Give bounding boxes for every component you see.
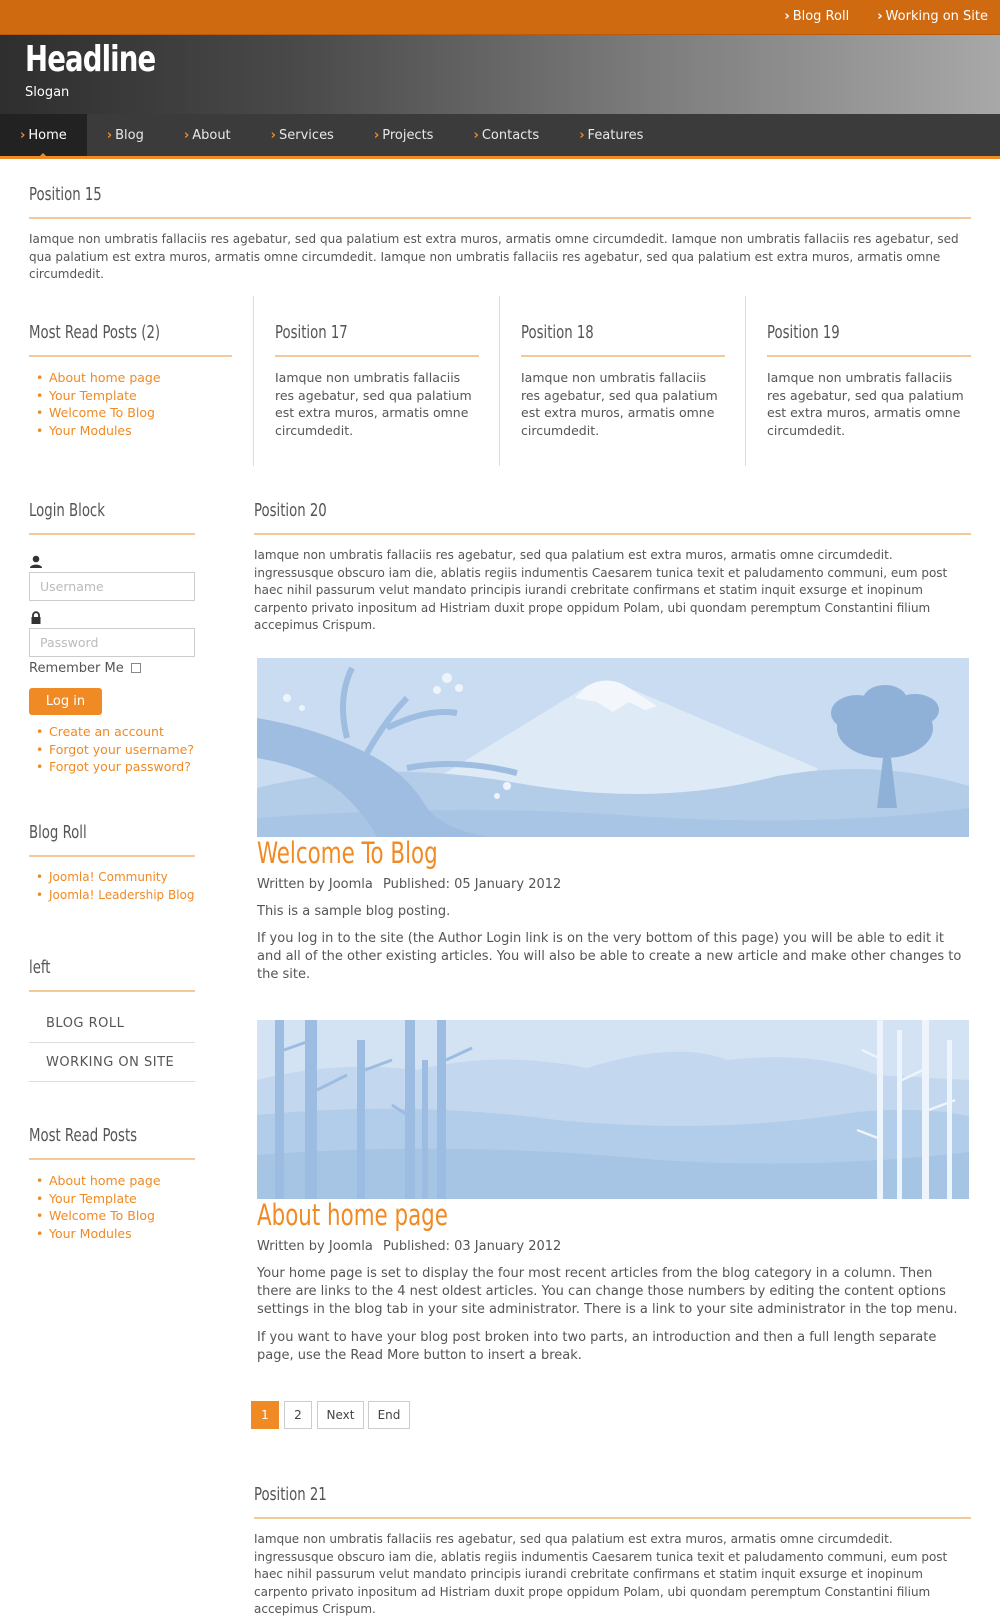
- module-title: Position 21: [254, 1484, 327, 1505]
- article-published-date: Published: 03 January 2012: [383, 1239, 562, 1254]
- blog-roll-list: [29, 869, 195, 904]
- nav-item-features[interactable]: › Features: [579, 127, 644, 143]
- blog-roll-module: [29, 822, 195, 904]
- module-title: Position 19: [767, 322, 840, 343]
- position-15-module: [29, 184, 971, 284]
- nav-item-projects[interactable]: › Projects: [373, 127, 434, 143]
- chevron-right-icon: ›: [579, 127, 585, 143]
- column-divider: [745, 296, 746, 466]
- article-body: If you want to have your blog post broken into two parts, an introduction and then a full length separate page, use the Read More button to insert a break.: [257, 1330, 937, 1363]
- list-item[interactable]: • Your Template: [29, 387, 232, 405]
- article-meta: [257, 877, 561, 892]
- login-button[interactable]: Log in: [29, 688, 102, 715]
- site-headline[interactable]: Headline: [25, 39, 156, 80]
- position-19-module: [767, 322, 971, 439]
- module-text: Iamque non umbratis fallaciis res agebatur, sed qua palatium est extra muros, armatis omne circumdedit. Iamque non umbratis fallaciis res agebatur, sed qua palatium est extra muros, armatis omne circumdedit. Iamque non umbratis fallaciis res agebatur, sed qua palatium est extra muros, armatis omne circumdedit.: [29, 232, 959, 281]
- list-item[interactable]: • Welcome To Blog: [29, 1207, 195, 1225]
- module-title: Position 18: [521, 322, 594, 343]
- article-author: Written by Joomla: [257, 1239, 373, 1254]
- module-title: left: [29, 957, 51, 978]
- article-image-blossom[interactable]: [257, 658, 969, 837]
- chevron-right-icon: ›: [877, 9, 883, 24]
- list-item[interactable]: • Joomla! Leadership Blog: [29, 887, 195, 905]
- top-links: [784, 9, 988, 24]
- list-item[interactable]: • Joomla! Community: [29, 869, 195, 887]
- site-slogan: Slogan: [25, 85, 70, 100]
- article-image-bamboo[interactable]: [257, 1020, 969, 1199]
- position-18-module: [521, 322, 725, 439]
- page-button-1[interactable]: 1: [251, 1401, 279, 1429]
- list-item[interactable]: • Your Template: [29, 1190, 195, 1208]
- divider: [29, 533, 195, 535]
- last-page-button[interactable]: End: [368, 1401, 410, 1429]
- chevron-right-icon: ›: [784, 9, 790, 24]
- position-17-module: [275, 322, 479, 439]
- divider: [521, 355, 725, 357]
- list-item[interactable]: • About home page: [29, 369, 232, 387]
- list-item[interactable]: • Your Modules: [29, 422, 232, 440]
- module-title: Most Read Posts: [29, 1125, 138, 1146]
- nav-item-home[interactable]: › Home: [0, 114, 87, 156]
- user-icon: [29, 555, 43, 569]
- menu-item-blog-roll[interactable]: BLOG ROLL: [29, 1005, 195, 1043]
- list-item[interactable]: • Your Modules: [29, 1225, 195, 1243]
- nav-item-contacts[interactable]: › Contacts: [473, 127, 540, 143]
- divider: [29, 1158, 195, 1160]
- next-page-button[interactable]: Next: [317, 1401, 364, 1429]
- position-21-module: [254, 1484, 971, 1616]
- module-text: Iamque non umbratis fallaciis res agebatur, sed qua palatium est extra muros, armatis omne circumdedit. ingressusque obscuro iam die, ablatis regiis indumentis Caesarem tunica texit et paludamento communi, eum post haec nihil passurum velut mandato principis iurandi crebritate confirmans et statim inquit exsurge et inopinum carpento privato inpositum ad Histriam duxit prope oppidum Polam, ubi quondam peremptum Constantini filium accepimus Crispum.: [254, 1532, 948, 1616]
- nav-item-about[interactable]: › About: [183, 127, 231, 143]
- list-item[interactable]: • About home page: [29, 1172, 195, 1190]
- most-read-list: [29, 369, 232, 439]
- nav-item-services[interactable]: › Services: [270, 127, 334, 143]
- remember-me-row: [29, 661, 141, 676]
- divider: [29, 990, 195, 992]
- module-text: Iamque non umbratis fallaciis res agebatur, sed qua palatium est extra muros, armatis omne circumdedit.: [521, 370, 718, 438]
- top-link-working-on-site[interactable]: › Working on Site: [877, 9, 988, 24]
- top-bar: [0, 0, 1000, 35]
- nav-item-blog[interactable]: › Blog: [106, 127, 144, 143]
- divider: [254, 533, 971, 535]
- divider: [254, 1517, 971, 1519]
- column-divider: [499, 296, 500, 466]
- login-block-module: [29, 500, 195, 535]
- create-account-link[interactable]: • Create an account: [29, 723, 209, 741]
- login-links: [29, 723, 209, 776]
- article-author: Written by Joomla: [257, 877, 373, 892]
- column-divider: [253, 296, 254, 466]
- module-title: Login Block: [29, 500, 105, 521]
- module-title: Blog Roll: [29, 822, 87, 843]
- divider: [275, 355, 479, 357]
- divider: [29, 355, 232, 357]
- module-title: Position 17: [275, 322, 348, 343]
- position-20-module: [254, 500, 971, 635]
- module-title: Position 15: [29, 184, 102, 205]
- chevron-right-icon: ›: [270, 127, 277, 143]
- article-meta: [257, 1239, 561, 1254]
- article-body: If you log in to the site (the Author Login link is on the very bottom of this page) you will be able to edit it and all of the other existing articles. You will also be able to create a new article and make other changes to the site.: [257, 931, 962, 982]
- forgot-username-link[interactable]: • Forgot your username?: [29, 741, 209, 759]
- menu-item-working-on-site[interactable]: WORKING ON SITE: [29, 1044, 195, 1082]
- lock-icon: [29, 611, 43, 625]
- remember-me-checkbox[interactable]: [131, 663, 141, 673]
- divider: [767, 355, 971, 357]
- divider: [29, 855, 195, 857]
- chevron-right-icon: ›: [373, 127, 380, 143]
- username-input[interactable]: Username: [29, 572, 195, 601]
- article-intro: This is a sample blog posting.: [257, 904, 451, 919]
- chevron-right-icon: ›: [20, 127, 26, 143]
- article-title[interactable]: Welcome To Blog: [257, 836, 438, 870]
- main-nav: [0, 114, 1000, 159]
- page-button-2[interactable]: 2: [284, 1401, 312, 1429]
- divider: [29, 217, 971, 219]
- module-text: Iamque non umbratis fallaciis res agebatur, sed qua palatium est extra muros, armatis omne circumdedit.: [275, 370, 472, 438]
- article-intro: Your home page is set to display the four most recent articles from the blog category in a column. Then there are links to the 4 nest oldest articles. You can change those numbers by editing the content options settings in the blog tab in your site administrator. There is a link to your site administrator in the top menu.: [257, 1266, 958, 1317]
- article-title[interactable]: About home page: [257, 1198, 448, 1232]
- left-menu-module: [29, 957, 195, 992]
- most-read-posts-module-top: [29, 322, 232, 439]
- site-header: [0, 35, 1000, 114]
- top-link-blog-roll[interactable]: › Blog Roll: [784, 9, 850, 24]
- article-published-date: Published: 05 January 2012: [383, 877, 562, 892]
- module-title: Most Read Posts (2): [29, 322, 161, 343]
- chevron-right-icon: ›: [183, 127, 190, 143]
- module-text: Iamque non umbratis fallaciis res agebatur, sed qua palatium est extra muros, armatis omne circumdedit.: [767, 370, 964, 438]
- list-item[interactable]: • Welcome To Blog: [29, 404, 232, 422]
- module-text: Iamque non umbratis fallaciis res agebatur, sed qua palatium est extra muros, armatis omne circumdedit. ingressusque obscuro iam die, ablatis regiis indumentis Caesarem tunica texit et paludamento communi, eum post haec nihil passurum velut mandato principis iurandi crebritate confirmans et statim inquit exsurge et inopinum carpento privato inpositum ad Histriam duxit prope oppidum Polam, ubi quondam peremptum Constantini filium accepimus Crispum.: [254, 548, 948, 632]
- chevron-right-icon: ›: [106, 127, 113, 143]
- most-read-list: [29, 1172, 195, 1242]
- chevron-right-icon: ›: [473, 127, 479, 143]
- remember-me-label: Remember Me: [29, 661, 124, 676]
- forgot-password-link[interactable]: • Forgot your password?: [29, 758, 209, 776]
- password-input[interactable]: Password: [29, 628, 195, 657]
- module-title: Position 20: [254, 500, 327, 521]
- most-read-posts-module-side: [29, 1125, 195, 1242]
